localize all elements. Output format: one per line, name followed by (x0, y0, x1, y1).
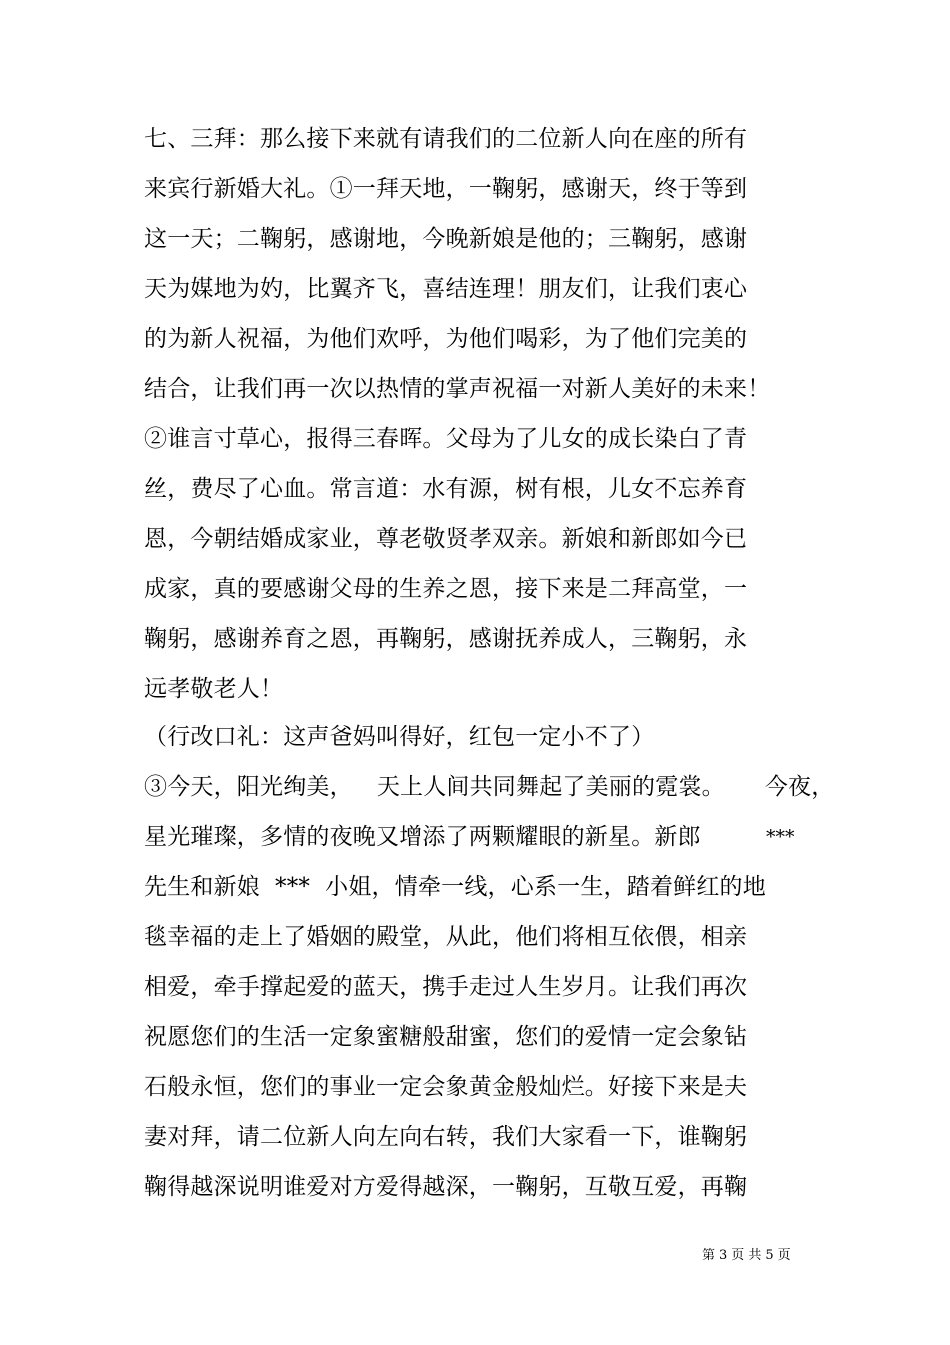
text-line-12: 远孝敬老人！ (144, 676, 284, 702)
text-line-17: 毯幸福的走上了婚姻的殿堂，从此，他们将相互依偎，相亲 (144, 924, 748, 950)
footer-total-pages: 5 (765, 1248, 774, 1263)
text-line-9: 恩，今朝结婚成家业，尊老敬贤孝双亲。新娘和新郎如今已 (144, 526, 748, 552)
text-line-14-part-2: 天上人间共同舞起了美丽的霓裳。 (376, 774, 725, 800)
text-line-18: 相爱，牵手撑起爱的蓝天，携手走过人生岁月。让我们再次 (144, 974, 748, 1000)
text-line-11: 鞠躬，感谢养育之恩，再鞠躬，感谢抚养成人，三鞠躬，永 (144, 626, 748, 652)
text-line-21: 妻对拜，请二位新人向左向右转，我们大家看一下，谁鞠躬 (144, 1124, 748, 1150)
footer-suffix: 页 (777, 1248, 791, 1263)
footer-current-page: 3 (719, 1248, 728, 1263)
text-line-14 (144, 772, 834, 802)
text-line-14-part-3: 今夜， (764, 774, 835, 800)
text-line-19: 祝愿您们的生活一定象蜜糖般甜蜜，您们的爱情一定会象钻 (144, 1024, 748, 1050)
text-line-10: 成家，真的要感谢父母的生养之恩，接下来是二拜高堂，一 (144, 576, 748, 602)
text-line-8: 丝，费尽了心血。常言道：水有源，树有根，儿女不忘养育 (144, 476, 748, 502)
page-footer (700, 1247, 793, 1265)
footer-page-word: 页 (731, 1248, 745, 1263)
text-line-5: 的为新人祝福，为他们欢呼，为他们喝彩，为了他们完美的 (144, 326, 748, 352)
text-line-7: ②谁言寸草心，报得三春晖。父母为了儿女的成长染白了青 (144, 426, 748, 452)
footer-prefix: 第 (702, 1248, 716, 1263)
text-line-22: 鞠得越深说明谁爱对方爱得越深，一鞠躬，互敬互爱，再鞠 (144, 1174, 748, 1200)
text-line-2: 来宾行新婚大礼。①一拜天地，一鞠躬，感谢天，终于等到 (144, 176, 748, 202)
text-line-15: 星光璀璨，多情的夜晚又增添了两颗耀眼的新星。新郎 (144, 824, 701, 850)
groom-name-placeholder: *** (766, 826, 795, 848)
text-line-16: 先生和新娘 *** 小姐，情牵一线，心系一生，踏着鲜红的地 (144, 874, 766, 900)
text-line-14-part-1: ③今天，阳光绚美， (144, 774, 353, 800)
text-line-4: 天为媒地为妁，比翼齐飞，喜结连理！朋友们，让我们衷心 (144, 276, 748, 302)
text-line-13: （行改口礼：这声爸妈叫得好，红包一定小不了） (144, 724, 655, 750)
footer-total-word: 共 (748, 1248, 762, 1263)
text-line-3: 这一天；二鞠躬，感谢地，今晚新娘是他的；三鞠躬，感谢 (144, 226, 748, 252)
text-line-20: 石般永恒，您们的事业一定会象黄金般灿烂。好接下来是夫 (144, 1074, 748, 1100)
text-line-6: 结合，让我们再一次以热情的掌声祝福一对新人美好的未来！ (144, 376, 771, 402)
text-line-1: 七、三拜：那么接下来就有请我们的二位新人向在座的所有 (144, 126, 748, 152)
